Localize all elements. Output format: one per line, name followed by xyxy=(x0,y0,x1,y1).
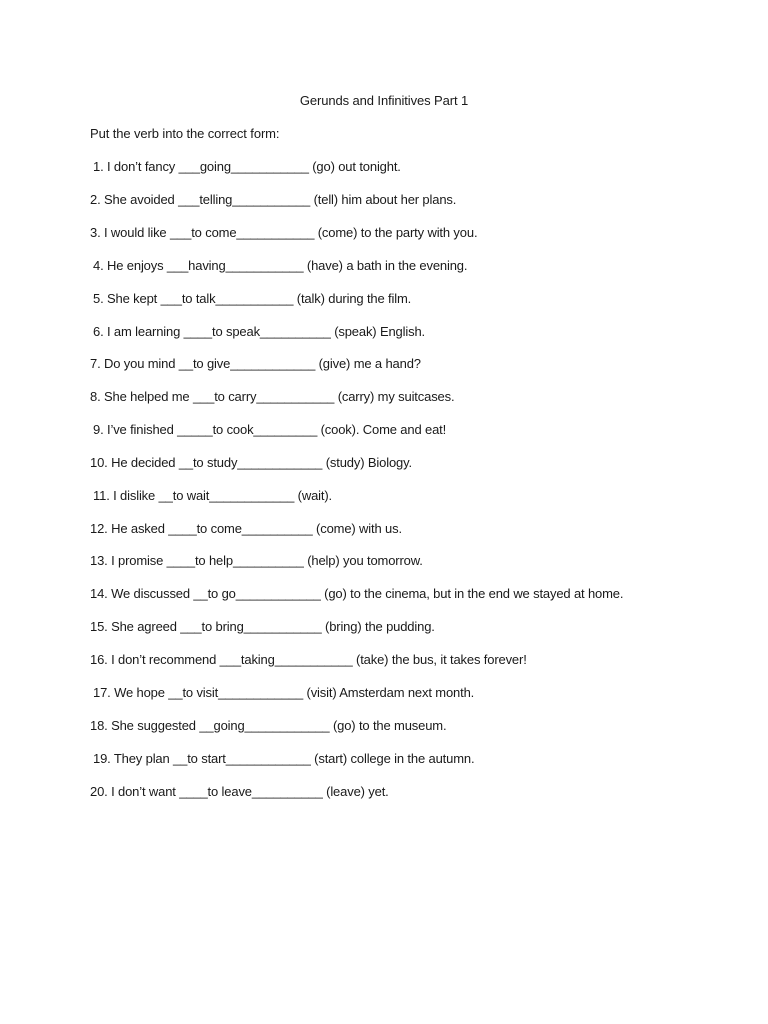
exercise-item-2: 2. She avoided ___telling___________ (tell) him about her plans. xyxy=(90,192,457,207)
exercise-item-20: 20. I don’t want ____to leave__________ (leave) yet. xyxy=(90,784,389,799)
exercise-item-3: 3. I would like ___to come___________ (come) to the party with you. xyxy=(90,225,478,240)
instruction-text: Put the verb into the correct form: xyxy=(90,126,280,141)
exercise-item-8: 8. She helped me ___to carry___________ (carry) my suitcases. xyxy=(90,389,455,404)
exercise-item-16: 16. I don’t recommend ___taking___________ (take) the bus, it takes forever! xyxy=(90,652,527,667)
exercise-item-15: 15. She agreed ___to bring___________ (bring) the pudding. xyxy=(90,619,435,634)
exercise-item-19: 19. They plan __to start____________ (start) college in the autumn. xyxy=(93,751,475,766)
exercise-item-5: 5. She kept ___to talk___________ (talk) during the film. xyxy=(93,291,412,306)
exercise-item-13: 13. I promise ____to help__________ (help) you tomorrow. xyxy=(90,553,423,568)
exercise-item-9: 9. I’ve finished _____to cook_________ (cook). Come and eat! xyxy=(93,422,447,437)
exercise-item-7: 7. Do you mind __to give____________ (give) me a hand? xyxy=(90,356,421,371)
exercise-item-14: 14. We discussed __to go____________ (go) to the cinema, but in the end we stayed at home. xyxy=(90,586,624,601)
exercise-item-6: 6. I am learning ____to speak__________ (speak) English. xyxy=(93,324,425,339)
exercise-item-12: 12. He asked ____to come__________ (come) with us. xyxy=(90,521,402,536)
exercise-item-10: 10. He decided __to study____________ (study) Biology. xyxy=(90,455,412,470)
exercise-item-11: 11. I dislike __to wait____________ (wait). xyxy=(93,488,333,503)
exercise-item-1: 1. I don’t fancy ___going___________ (go) out tonight. xyxy=(93,159,401,174)
page-title: Gerunds and Infinitives Part 1 xyxy=(299,93,469,108)
exercise-item-18: 18. She suggested __going____________ (go) to the museum. xyxy=(90,718,447,733)
exercise-item-17: 17. We hope __to visit____________ (visit) Amsterdam next month. xyxy=(93,685,475,700)
exercise-item-4: 4. He enjoys ___having___________ (have) a bath in the evening. xyxy=(93,258,468,273)
